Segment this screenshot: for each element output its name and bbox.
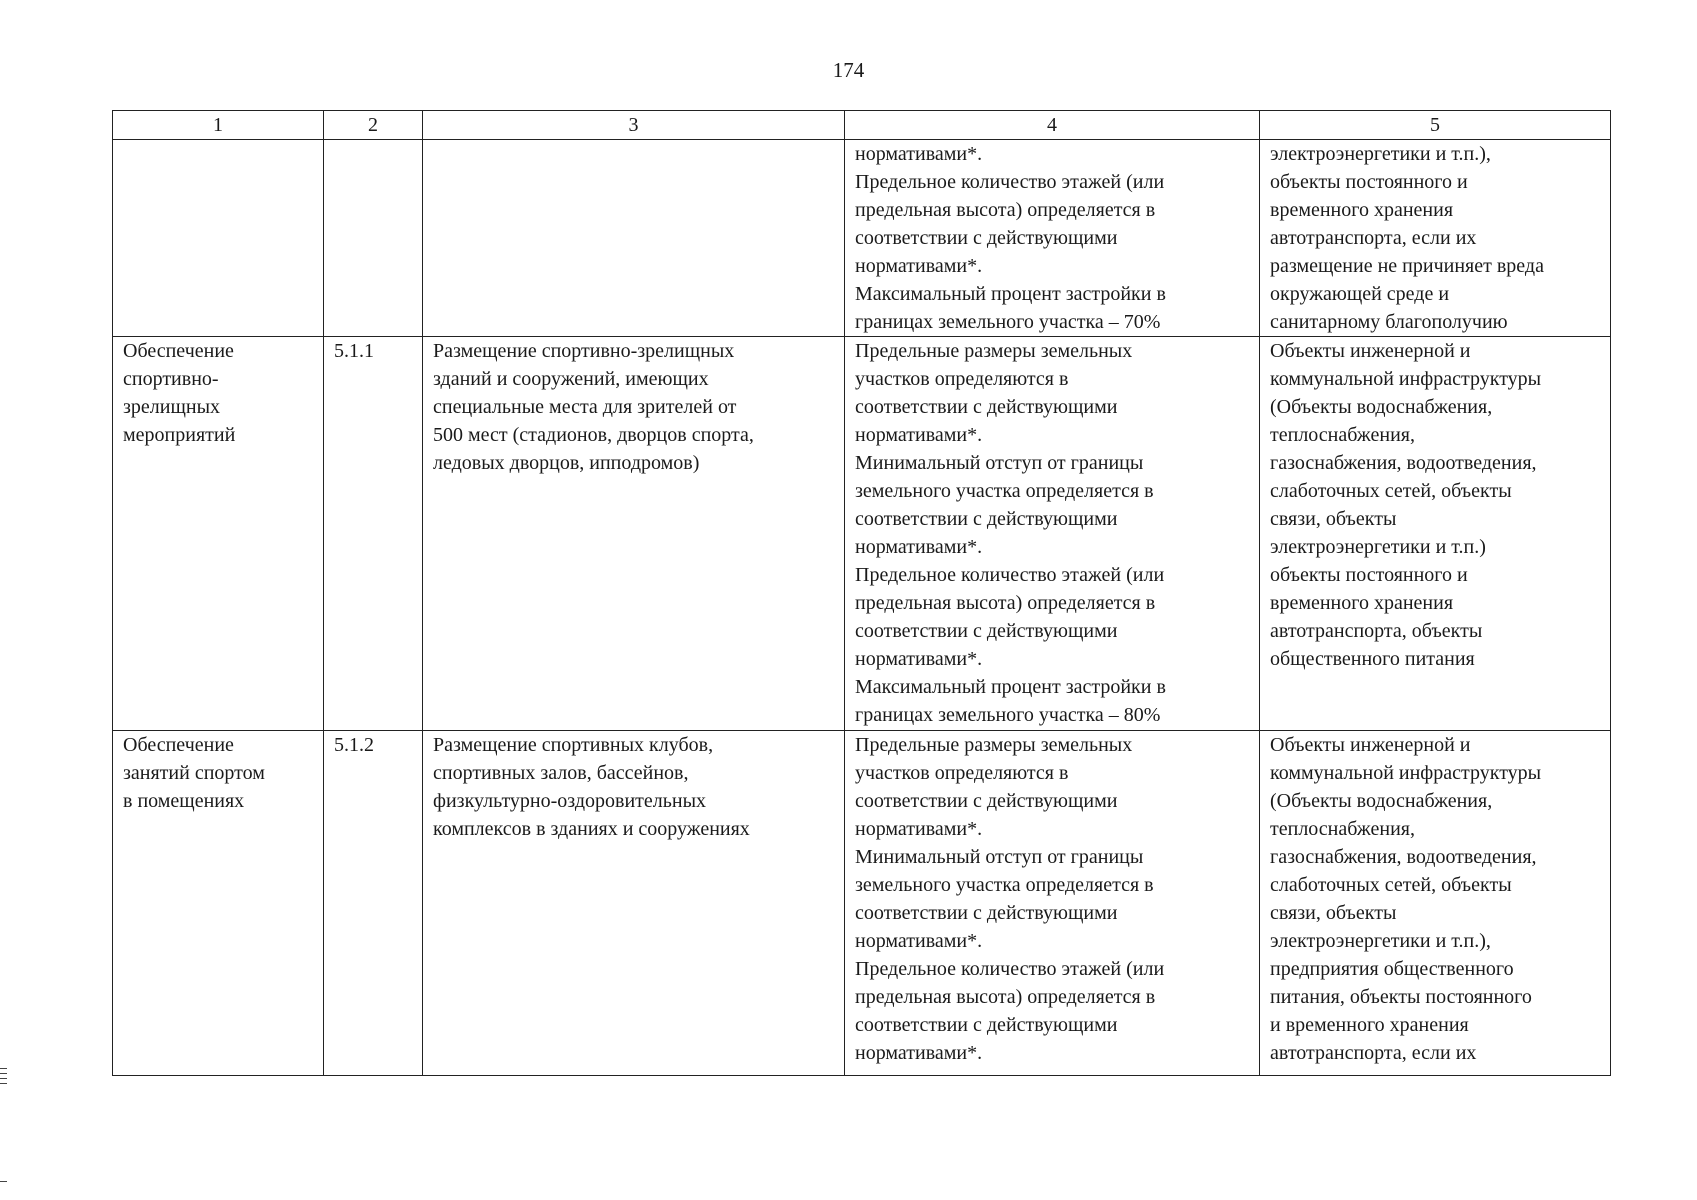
cell-parameters xyxy=(845,731,1260,1076)
cell-line: предельная высота) определяется в xyxy=(855,592,1156,614)
cell-line: автотранспорта, если их xyxy=(1270,227,1477,249)
cell-auxiliary xyxy=(1260,140,1611,337)
cell-line: Обеспечение xyxy=(123,734,234,756)
cell-line: зданий и сооружений, имеющих xyxy=(433,368,709,390)
scan-artifact xyxy=(0,1083,7,1084)
cell-line: земельного участка определяется в xyxy=(855,874,1154,896)
cell-line: специальные места для зрителей от xyxy=(433,396,737,418)
header-col-5: 5 xyxy=(1260,111,1611,140)
header-col-2: 2 xyxy=(324,111,423,140)
scan-artifact xyxy=(0,1073,7,1074)
cell-line: нормативами*. xyxy=(855,143,983,165)
cell-parameters xyxy=(845,337,1260,731)
cell-line: мероприятий xyxy=(123,424,236,446)
cell-line: объекты постоянного и xyxy=(1270,171,1468,193)
cell-line: питания, объекты постоянного xyxy=(1270,986,1532,1008)
cell-line: временного хранения xyxy=(1270,199,1454,221)
cell-line: нормативами*. xyxy=(855,930,983,952)
cell-auxiliary xyxy=(1260,731,1611,1076)
cell-line: физкультурно-оздоровительных xyxy=(433,790,707,812)
cell-line: теплоснабжения, xyxy=(1270,818,1415,840)
cell-line: участков определяются в xyxy=(855,368,1069,390)
cell-line: участков определяются в xyxy=(855,762,1069,784)
scan-artifact xyxy=(0,1068,7,1069)
cell-line: нормативами*. xyxy=(855,536,983,558)
cell-line: (Объекты водоснабжения, xyxy=(1270,396,1493,418)
cell-line: спортивных залов, бассейнов, xyxy=(433,762,689,784)
cell-line: нормативами*. xyxy=(855,648,983,670)
cell-line: Предельное количество этажей (или xyxy=(855,564,1165,586)
cell-line: Предельное количество этажей (или xyxy=(855,171,1165,193)
cell-line: предприятия общественного xyxy=(1270,958,1514,980)
scan-artifact xyxy=(0,1181,7,1182)
header-col-3: 3 xyxy=(423,111,845,140)
cell-line: Предельное количество этажей (или xyxy=(855,958,1165,980)
cell-description xyxy=(423,140,845,337)
cell-code xyxy=(324,140,423,337)
table-row xyxy=(113,140,1611,337)
cell-line: нормативами*. xyxy=(855,1042,983,1064)
cell-line: и временного хранения xyxy=(1270,1014,1469,1036)
cell-line: санитарному благополучию xyxy=(1270,311,1508,333)
cell-line: соответствии с действующими xyxy=(855,227,1118,249)
header-col-1: 1 xyxy=(113,111,324,140)
cell-line: размещение не причиняет вреда xyxy=(1270,255,1544,277)
cell-name xyxy=(113,337,324,731)
cell-line: в помещениях xyxy=(123,790,245,812)
cell-line: окружающей среде и xyxy=(1270,283,1450,305)
cell-line: электроэнергетики и т.п.), xyxy=(1270,930,1491,952)
cell-line: Максимальный процент застройки в xyxy=(855,283,1166,305)
cell-line: Максимальный процент застройки в xyxy=(855,676,1166,698)
cell-line: автотранспорта, если их xyxy=(1270,1042,1477,1064)
cell-line: нормативами*. xyxy=(855,424,983,446)
cell-line: границах земельного участка – 80% xyxy=(855,704,1161,726)
cell-line: газоснабжения, водоотведения, xyxy=(1270,846,1537,868)
cell-auxiliary xyxy=(1260,337,1611,731)
cell-name xyxy=(113,731,324,1076)
cell-line: спортивно- xyxy=(123,368,219,390)
cell-description xyxy=(423,337,845,731)
cell-name xyxy=(113,140,324,337)
cell-line: теплоснабжения, xyxy=(1270,424,1415,446)
cell-line: соответствии с действующими xyxy=(855,620,1118,642)
cell-line: зрелищных xyxy=(123,396,221,418)
cell-line: газоснабжения, водоотведения, xyxy=(1270,452,1537,474)
cell-line: Обеспечение xyxy=(123,340,234,362)
cell-line: ледовых дворцов, ипподромов) xyxy=(433,452,700,474)
cell-code: 5.1.2 xyxy=(324,731,423,1076)
cell-line: Минимальный отступ от границы xyxy=(855,846,1144,868)
table-row xyxy=(113,731,1611,1076)
cell-line: коммунальной инфраструктуры xyxy=(1270,762,1542,784)
cell-line: объекты постоянного и xyxy=(1270,564,1468,586)
cell-line: Размещение спортивных клубов, xyxy=(433,734,714,756)
cell-line: временного хранения xyxy=(1270,592,1454,614)
regulations-table xyxy=(112,110,1611,1076)
page-number: 174 xyxy=(832,58,865,82)
cell-line: предельная высота) определяется в xyxy=(855,986,1156,1008)
cell-line: Минимальный отступ от границы xyxy=(855,452,1144,474)
cell-line: (Объекты водоснабжения, xyxy=(1270,790,1493,812)
cell-line: связи, объекты xyxy=(1270,902,1397,924)
cell-line: слаботочных сетей, объекты xyxy=(1270,874,1512,896)
cell-line: нормативами*. xyxy=(855,818,983,840)
cell-description xyxy=(423,731,845,1076)
table-body xyxy=(113,140,1611,1076)
cell-line: Размещение спортивно-зрелищных xyxy=(433,340,735,362)
cell-code: 5.1.1 xyxy=(324,337,423,731)
cell-parameters xyxy=(845,140,1260,337)
cell-line: электроэнергетики и т.п.), xyxy=(1270,143,1491,165)
cell-line: соответствии с действующими xyxy=(855,1014,1118,1036)
cell-line: Предельные размеры земельных xyxy=(855,340,1133,362)
table-row xyxy=(113,337,1611,731)
cell-line: связи, объекты xyxy=(1270,508,1397,530)
cell-line: соответствии с действующими xyxy=(855,902,1118,924)
scan-artifact xyxy=(0,1078,7,1079)
cell-line: предельная высота) определяется в xyxy=(855,199,1156,221)
cell-line: коммунальной инфраструктуры xyxy=(1270,368,1542,390)
cell-line: слаботочных сетей, объекты xyxy=(1270,480,1512,502)
cell-line: электроэнергетики и т.п.) xyxy=(1270,536,1486,558)
cell-line: автотранспорта, объекты xyxy=(1270,620,1483,642)
cell-line: общественного питания xyxy=(1270,648,1475,670)
cell-line: соответствии с действующими xyxy=(855,396,1118,418)
cell-line: Объекты инженерной и xyxy=(1270,340,1471,362)
table-header xyxy=(113,111,1611,140)
cell-line: Предельные размеры земельных xyxy=(855,734,1133,756)
cell-line: земельного участка определяется в xyxy=(855,480,1154,502)
cell-line: соответствии с действующими xyxy=(855,790,1118,812)
cell-line: Объекты инженерной и xyxy=(1270,734,1471,756)
cell-line: 500 мест (стадионов, дворцов спорта, xyxy=(433,424,754,446)
cell-line: соответствии с действующими xyxy=(855,508,1118,530)
header-col-4: 4 xyxy=(845,111,1260,140)
cell-line: границах земельного участка – 70% xyxy=(855,311,1161,333)
cell-line: нормативами*. xyxy=(855,255,983,277)
header-row xyxy=(113,111,1611,140)
cell-line: комплексов в зданиях и сооружениях xyxy=(433,818,750,840)
cell-line: занятий спортом xyxy=(123,762,265,784)
